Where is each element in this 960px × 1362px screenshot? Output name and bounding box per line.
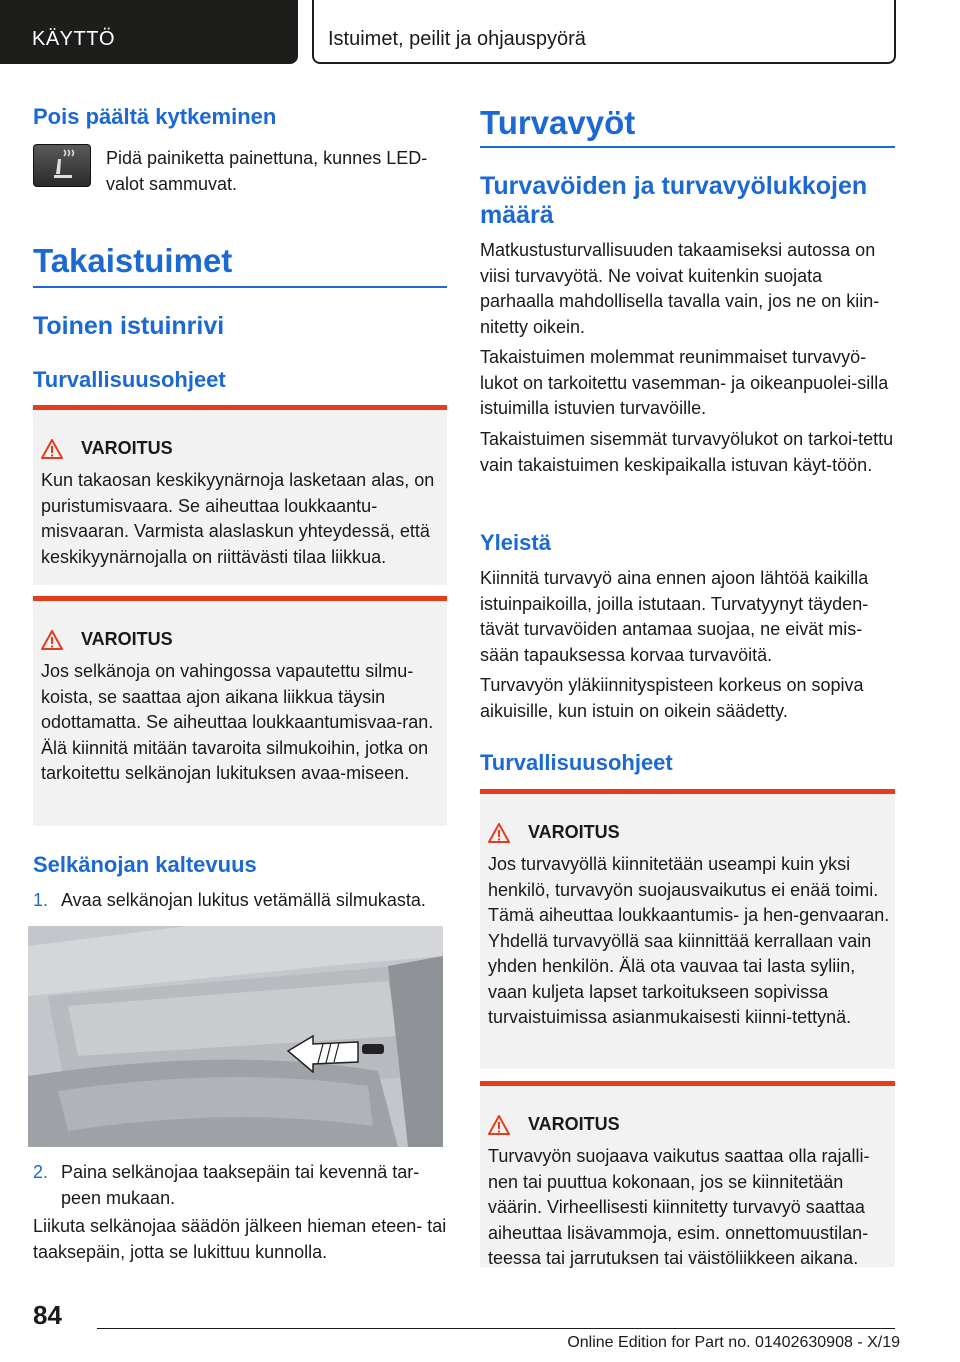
warning-triangle-icon bbox=[41, 439, 63, 459]
chapter-tab bbox=[312, 0, 896, 64]
warning-box bbox=[480, 789, 895, 1069]
general-heading: Yleistä bbox=[480, 530, 551, 555]
adjust-text: Liikuta selkänojaa säädön jälkeen hieman eteen- tai taaksepäin, jotta se lukittuu kunnolla. bbox=[33, 1216, 447, 1262]
list-item bbox=[33, 888, 447, 914]
edition-text: Online Edition for Part no. 01402630908 - X/19 bbox=[567, 1334, 900, 1351]
backrest-release-illustration bbox=[28, 926, 443, 1147]
warning-triangle-icon bbox=[41, 630, 63, 650]
warning-box bbox=[33, 596, 447, 826]
step-text: Paina selkänojaa taaksepäin tai kevennä tar-peen mukaan. bbox=[61, 1162, 420, 1208]
switch-off-heading: Pois päältä kytkeminen bbox=[33, 104, 277, 129]
chapter-label: Istuimet, peilit ja ohjauspyörä bbox=[328, 28, 586, 50]
section-tab bbox=[0, 0, 298, 64]
warning-title: VAROITUS bbox=[528, 1114, 620, 1134]
belts-title: Turvavyöt bbox=[480, 104, 636, 141]
title-divider bbox=[33, 286, 447, 288]
warning-text: Kun takaosan keskikyynärnoja lasketaan alas, on puristumisvaara. Se aiheuttaa loukkaantu-misvaaran. Varmista alaslaskun yhteydessä, että keskikyynärnojalla on riittävästi tilaa liikkua. bbox=[41, 470, 435, 567]
list-item bbox=[33, 1160, 447, 1211]
rear-seats-title: Takaistuimet bbox=[33, 242, 233, 279]
count-paragraph: Matkustusturvallisuuden takaamiseksi autossa on viisi turvavyötä. Ne voivat kuitenkin suojata parhaalla mahdollisella tavalla vain, jos ne on kiin-nitetty oikein. bbox=[480, 240, 880, 337]
seat-heating-button-icon bbox=[33, 144, 91, 187]
warning-triangle-icon bbox=[488, 823, 510, 843]
footer-divider bbox=[97, 1328, 895, 1329]
second-row-heading: Toinen istuinrivi bbox=[33, 312, 225, 340]
switch-off-text: Pidä painiketta painettuna, kunnes LED-valot sammuvat. bbox=[106, 148, 428, 194]
title-divider bbox=[480, 146, 895, 148]
general-paragraph: Turvavyön yläkiinnityspisteen korkeus on sopiva aikuisille, kun istuin on oikein säädetty. bbox=[480, 675, 864, 721]
section-label: KÄYTTÖ bbox=[32, 28, 116, 50]
step-text: Avaa selkänojan lukitus vetämällä silmukasta. bbox=[61, 890, 426, 910]
warning-triangle-icon bbox=[488, 1115, 510, 1135]
step-number: 1. bbox=[33, 890, 49, 910]
count-paragraph: Takaistuimen sisemmät turvavyölukot on tarkoi-tettu vain takaistuimen keskipaikalla istuvan käyt-töön. bbox=[480, 429, 894, 475]
count-paragraph: Takaistuimen molemmat reunimmaiset turvavyö-lukot on tarkoitettu vasemman- ja oikeanpuolei-silla istuimilla istuvien turvavöille. bbox=[480, 347, 889, 418]
warning-box bbox=[33, 405, 447, 585]
safety-heading-right: Turvallisuusohjeet bbox=[480, 750, 673, 775]
warning-box bbox=[480, 1081, 895, 1267]
warning-text: Turvavyön suojaava vaikutus saattaa olla rajalli-nen tai puuttua kokonaan, jos se kiinnitetään väärin. Virheellisesti kiinnitetty turvavyö saattaa aiheuttaa lisävammoja, esim. onnettomuustilan-teessa tai jarrutuksen tai väistöliikkeen aikana. bbox=[488, 1146, 870, 1268]
warning-title: VAROITUS bbox=[81, 438, 173, 458]
warning-title: VAROITUS bbox=[81, 629, 173, 649]
safety-heading-left: Turvallisuusohjeet bbox=[33, 367, 226, 392]
count-heading: Turvavöiden ja turvavyölukkojen määrä bbox=[480, 172, 868, 229]
backrest-heading: Selkänojan kaltevuus bbox=[33, 852, 257, 877]
warning-text: Jos turvavyöllä kiinnitetään useampi kuin yksi henkilö, turvavyön suojausvaikutus ei enää toimi. Tämä aiheuttaa loukkaantumis- ja hen-genvaaran. Yhdellä turvavyöllä saa kiinnittää kerrallaan vain yhden henkilön. Älä ota vauvaa tai lasta syliin, vaan kuljeta lapset tarkoitukseen sopivissa turvaistuimissa asianmukaisesti kiinni-tettynä. bbox=[488, 854, 890, 1027]
step-number: 2. bbox=[33, 1162, 49, 1182]
general-paragraph: Kiinnitä turvavyö aina ennen ajoon lähtöä kaikilla istuinpaikoilla, joilla istutaan. Turvatyynyt täyden-tävät turvavöiden antamaa suojaa, ne eivät mis-sään tapauksessa korvaa turvavöitä. bbox=[480, 568, 869, 665]
page-number: 84 bbox=[33, 1300, 62, 1330]
warning-title: VAROITUS bbox=[528, 822, 620, 842]
warning-text: Jos selkänoja on vahingossa vapautettu silmu-koista, se saattaa ajon aikana liikkua täysin odottamatta. Se aiheuttaa loukkaantumisvaa-ran. Älä kiinnitä mitään tavaroita silmukoihin, jotka on tarkoitettu selkänojan lukituksen avaa-miseen. bbox=[41, 661, 434, 783]
